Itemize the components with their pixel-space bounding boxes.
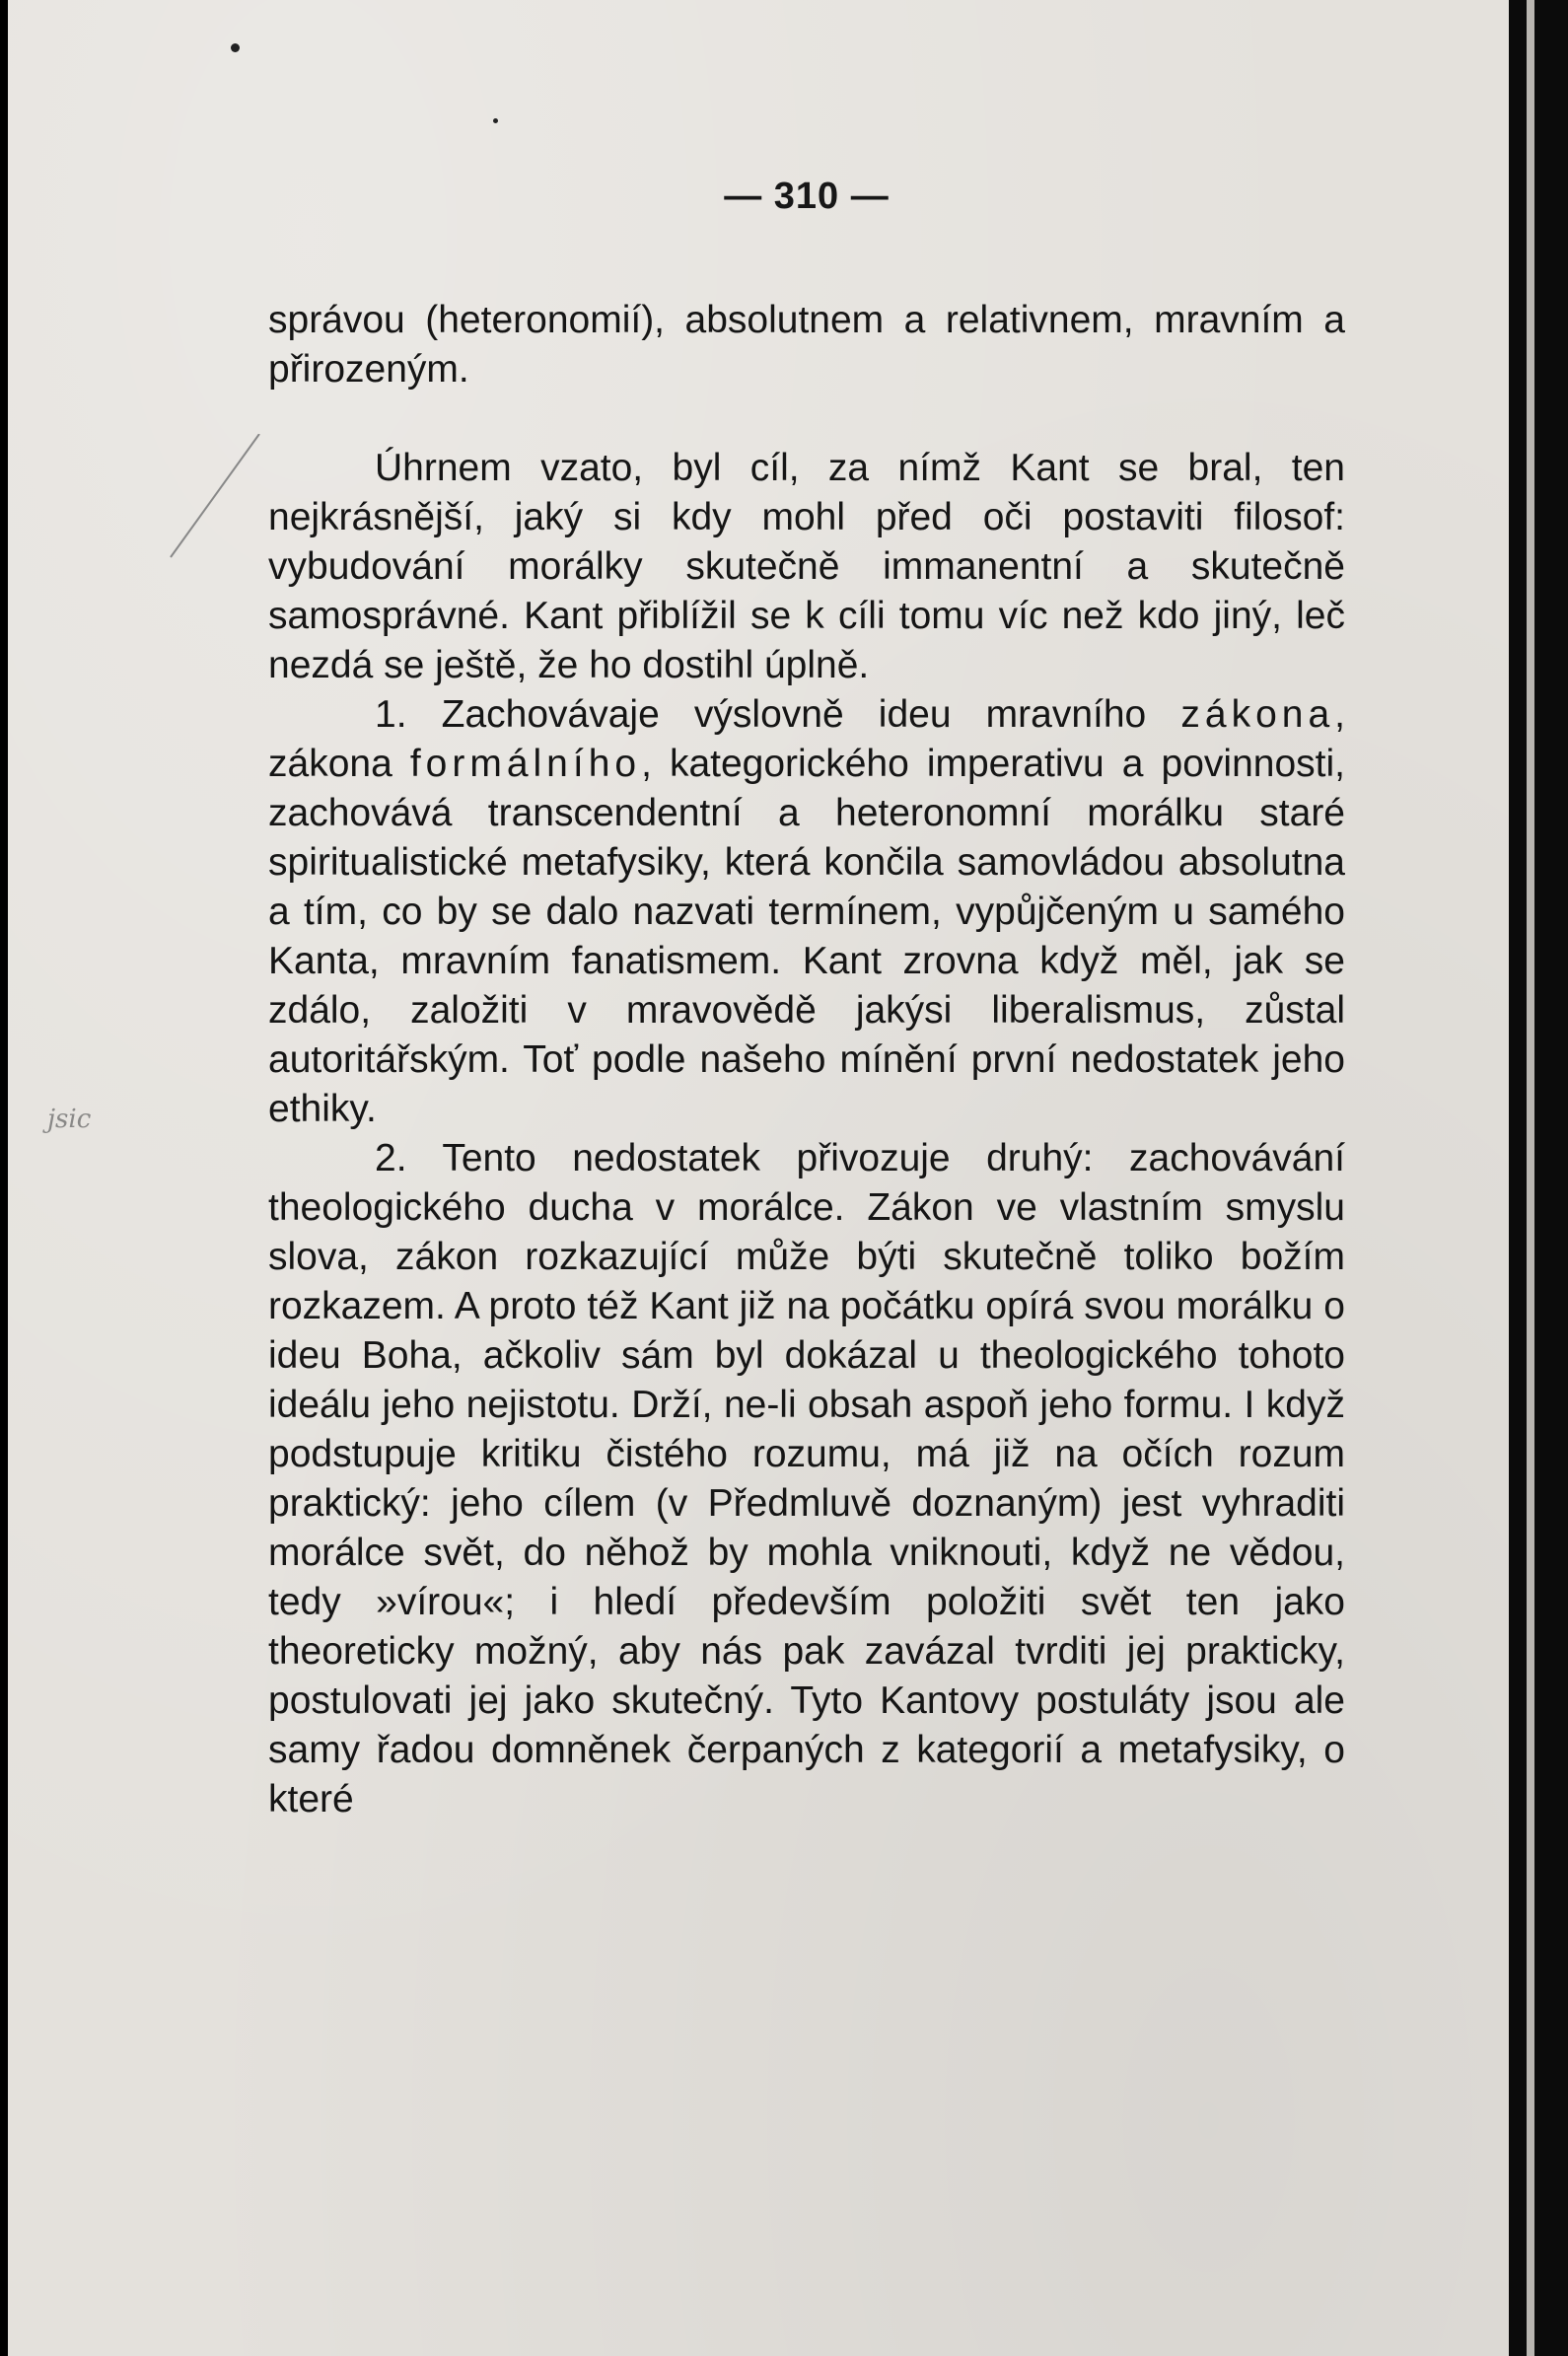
point-1-mid: , zákona — [268, 693, 1345, 785]
paragraph-continuation: správou (heteronomií), absolutnem a relativnem, mravním a přirozeným. — [268, 299, 1345, 391]
point-1-emphasis-zakona: zákona — [1180, 693, 1335, 736]
scan-border — [1509, 0, 1568, 2356]
margin-pencil-stroke — [166, 434, 264, 562]
ink-speck — [493, 118, 498, 123]
ink-speck — [231, 43, 240, 52]
point-1-emphasis-formalniho: formálního — [409, 743, 642, 785]
paragraph-point-1 — [268, 690, 1345, 1134]
paragraph-point-2: 2. Tento nedostatek přivozuje druhý: zachovávání theologického ducha v morálce. Zákon ve vlastním smyslu slova, zákon rozkazující může býti skutečně toliko božím rozkazem. A proto též Kant již na počátku opírá svou morálku o ideu Boha, ačkoliv sám byl dokázal u theologického tohoto ideálu jeho nejistotu. Drží, ne-li obsah aspoň jeho formu. I když podstupuje kritiku čistého rozumu, má již na očích rozum praktický: jeho cílem (v Předmluvě doznaným) jest vyhraditi morálce svět, do něhož by mohla vniknouti, když ne vědou, tedy »vírou«; i hledí především položiti svět ten jako theoreticky možný, aby nás pak zavázal tvrditi jej prakticky, postulovati jej jako skutečný. Tyto Kantovy postuláty jsou ale samy řadou domněnek čerpaných z kategorií a metafysiky, o které — [268, 1137, 1345, 1821]
point-1-rest: , kategorického imperativu a povinnosti, zachovává transcendentní a heteronomní morálku staré spiritualistické metafysiky, která končila samovládou absolutna a tím, co by se dalo nazvati termínem, vypůjčeným u samého Kanta, mravním fanatismem. Kant zrovna když měl, jak se zdálo, založiti v mravovědě jakýsi liberalismus, zůstal autoritářským. Toť podle našeho mínění první nedostatek jeho ethiky. — [268, 743, 1345, 1130]
book-page — [8, 0, 1509, 2356]
paragraph-summary: Úhrnem vzato, byl cíl, za nímž Kant se bral, ten nejkrásnější, jaký si kdy mohl před oči postaviti filosof: vybudování morálky skutečně immanentní a skutečně samosprávné. Kant přiblížil se k cíli tomu víc než kdo jiný, leč nezdá se ještě, že ho dostihl úplně. — [268, 447, 1345, 686]
page-number: — 310 — — [724, 176, 890, 217]
margin-handwritten-note — [47, 1105, 245, 1193]
body-text — [268, 296, 1345, 1824]
page-edge — [1527, 0, 1534, 2356]
point-1-lead: 1. Zachovávaje výslovně ideu mravního — [375, 693, 1181, 736]
margin-note-text: jsic — [47, 1105, 92, 1134]
